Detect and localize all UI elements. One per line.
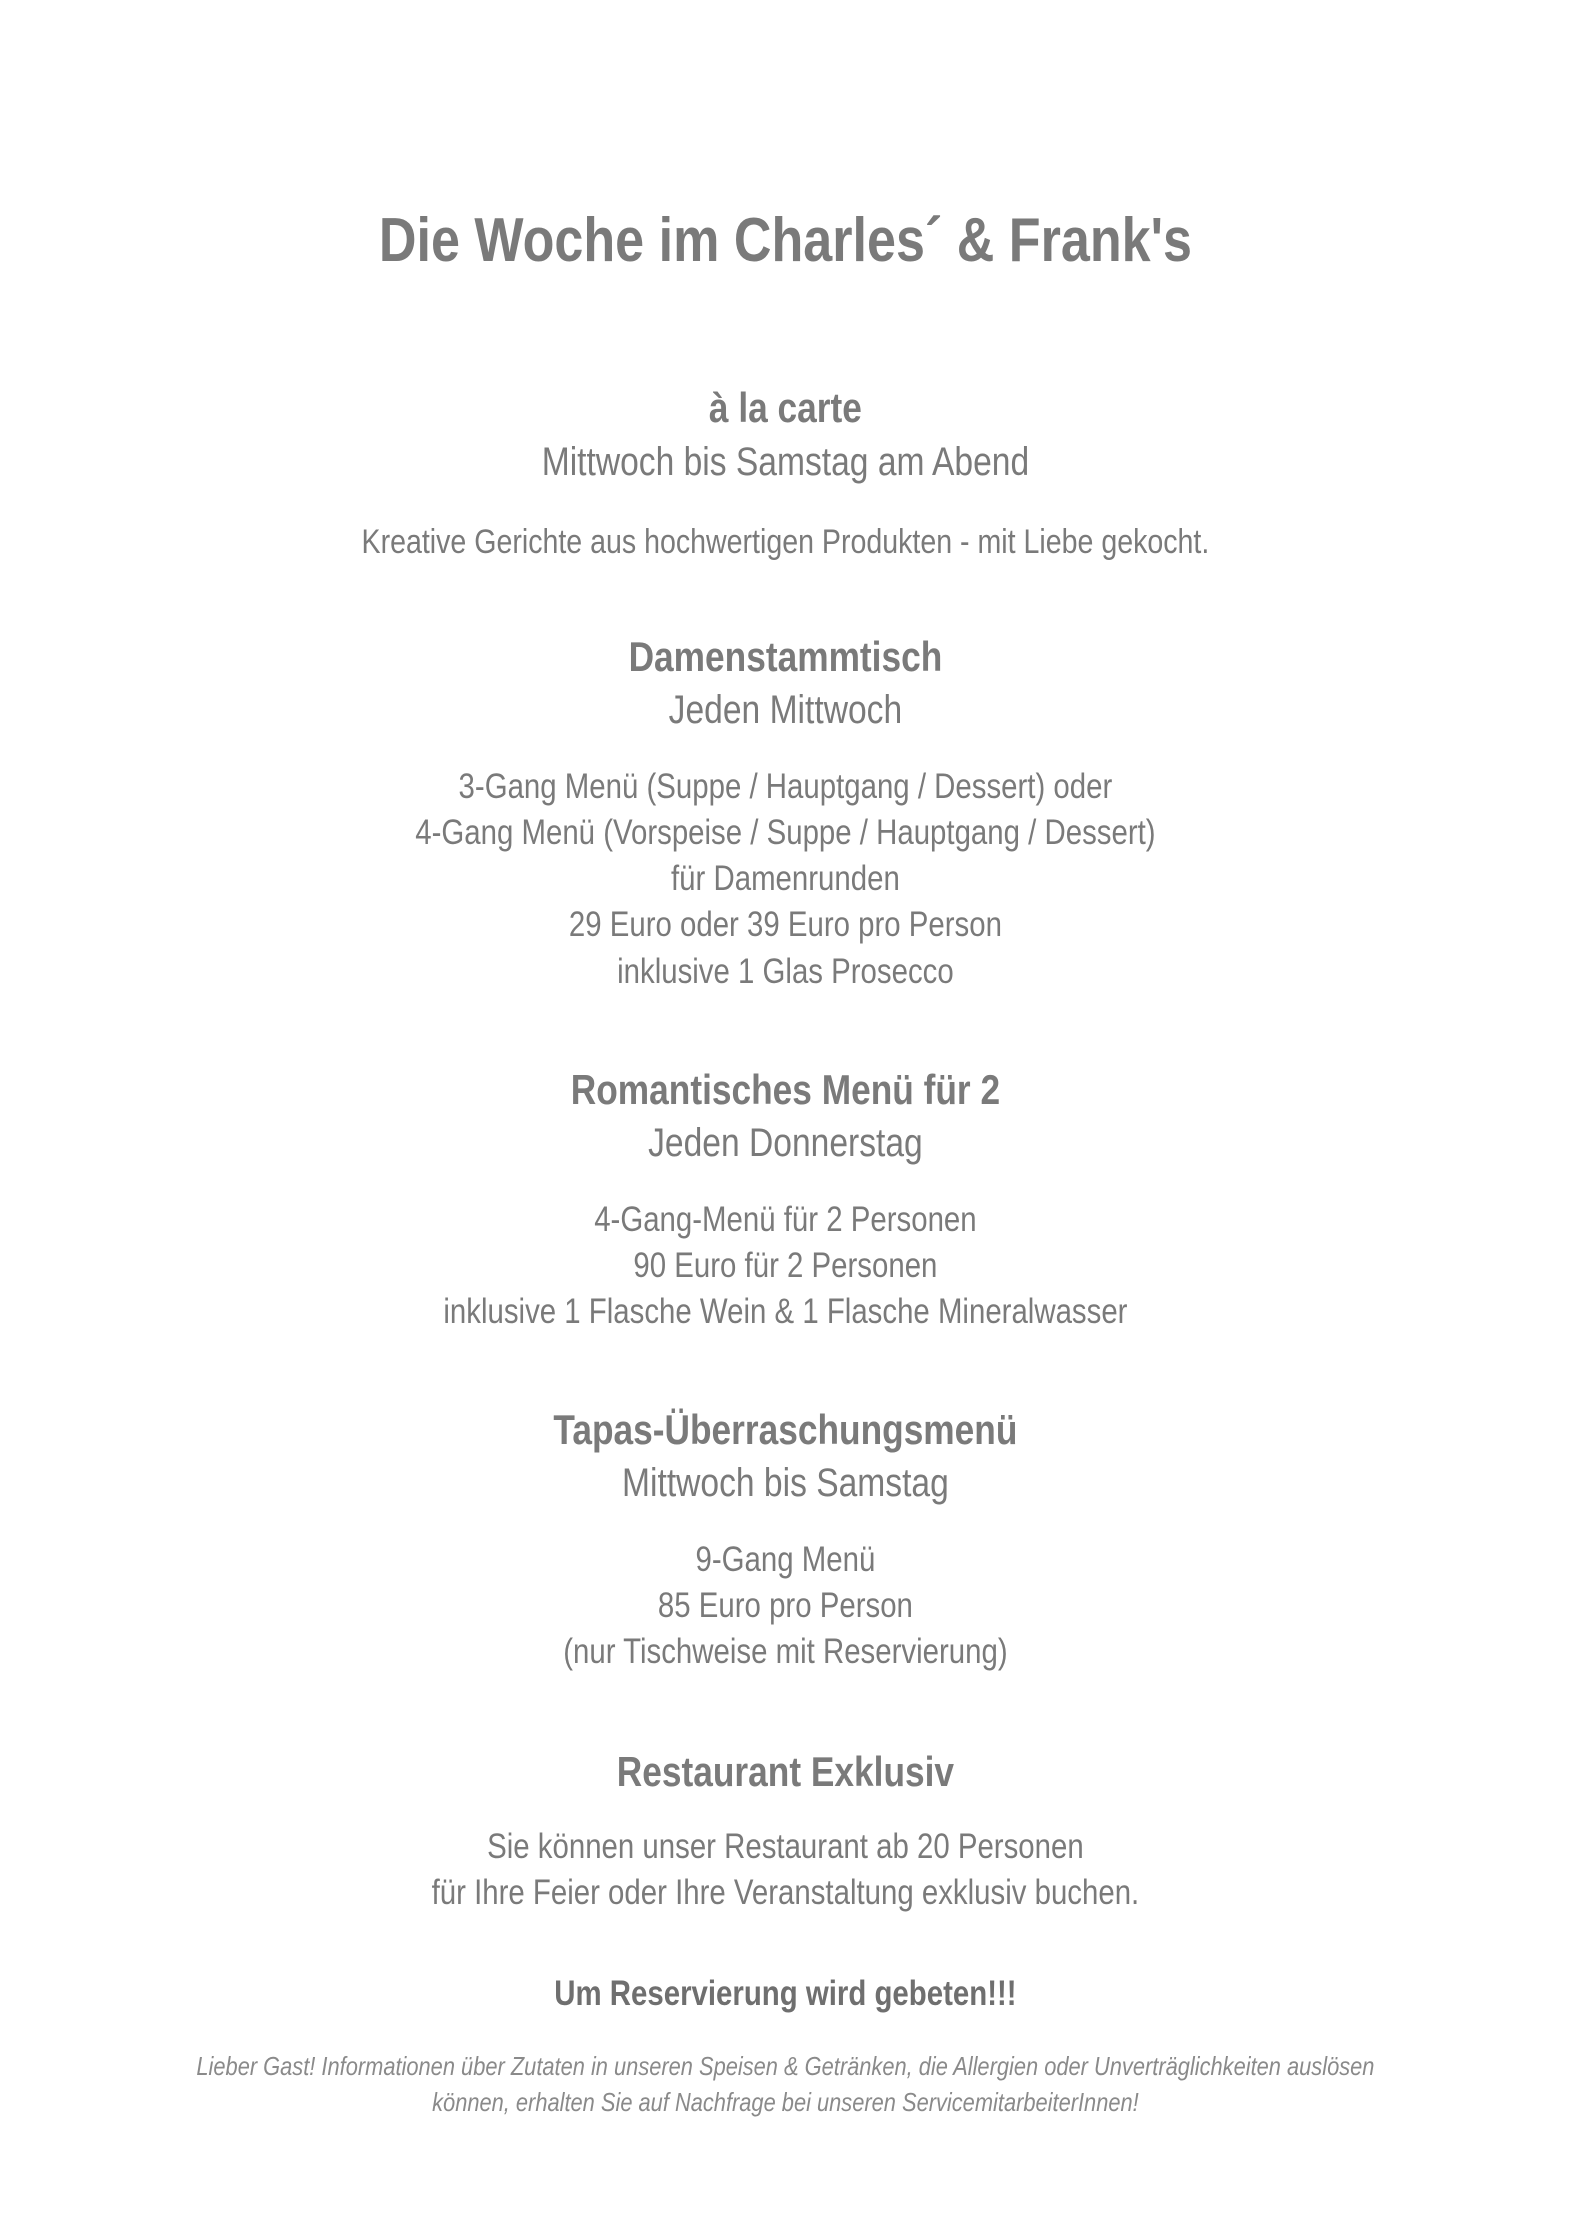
alacarte-heading: à la carte (708, 384, 862, 431)
romantisch-when: Jeden Donnerstag (648, 1121, 923, 1165)
exklusiv-heading: Restaurant Exklusiv (616, 1748, 955, 1795)
allergy-note-line: Lieber Gast! Informationen über Zutaten in unseren Speisen & Getränken, die Allergien oder Unverträglichkeiten auslösen (196, 2051, 1375, 2081)
damenstammtisch-line: 4-Gang Menü (Vorspeise / Suppe / Hauptgang / Dessert) (415, 813, 1156, 852)
reservation-notice: Um Reservierung wird gebeten!!! (554, 1974, 1017, 2013)
tapas-line: 85 Euro pro Person (657, 1586, 913, 1625)
damenstammtisch-line: 29 Euro oder 39 Euro pro Person (568, 905, 1002, 944)
damenstammtisch-heading: Damenstammtisch (628, 633, 943, 680)
exklusiv-line: Sie können unser Restaurant ab 20 Personen (487, 1827, 1084, 1866)
romantisch-heading: Romantisches Menü für 2 (570, 1066, 1001, 1113)
tapas-heading: Tapas-Überraschungsmenü (553, 1406, 1018, 1453)
damenstammtisch-when: Jeden Mittwoch (668, 688, 903, 732)
damenstammtisch-line: für Damenrunden (671, 859, 900, 898)
romantisch-line: inklusive 1 Flasche Wein & 1 Flasche Mineralwasser (443, 1292, 1128, 1331)
tapas-when: Mittwoch bis Samstag (622, 1461, 949, 1505)
allergy-note-line: können, erhalten Sie auf Nachfrage bei unseren ServicemitarbeiterInnen! (432, 2087, 1139, 2117)
tapas-line: (nur Tischweise mit Reservierung) (563, 1632, 1008, 1671)
damenstammtisch-line: inklusive 1 Glas Prosecco (617, 952, 954, 991)
alacarte-description: Kreative Gerichte aus hochwertigen Produkten - mit Liebe gekocht. (361, 523, 1210, 561)
page-title: Die Woche im Charles´ & Frank's (378, 206, 1192, 275)
exklusiv-line: für Ihre Feier oder Ihre Veranstaltung exklusiv buchen. (431, 1873, 1140, 1912)
romantisch-line: 90 Euro für 2 Personen (633, 1246, 938, 1285)
romantisch-line: 4-Gang-Menü für 2 Personen (594, 1200, 977, 1239)
damenstammtisch-line: 3-Gang Menü (Suppe / Hauptgang / Dessert) oder (458, 767, 1113, 806)
alacarte-when: Mittwoch bis Samstag am Abend (541, 440, 1030, 484)
tapas-line: 9-Gang Menü (695, 1540, 876, 1579)
